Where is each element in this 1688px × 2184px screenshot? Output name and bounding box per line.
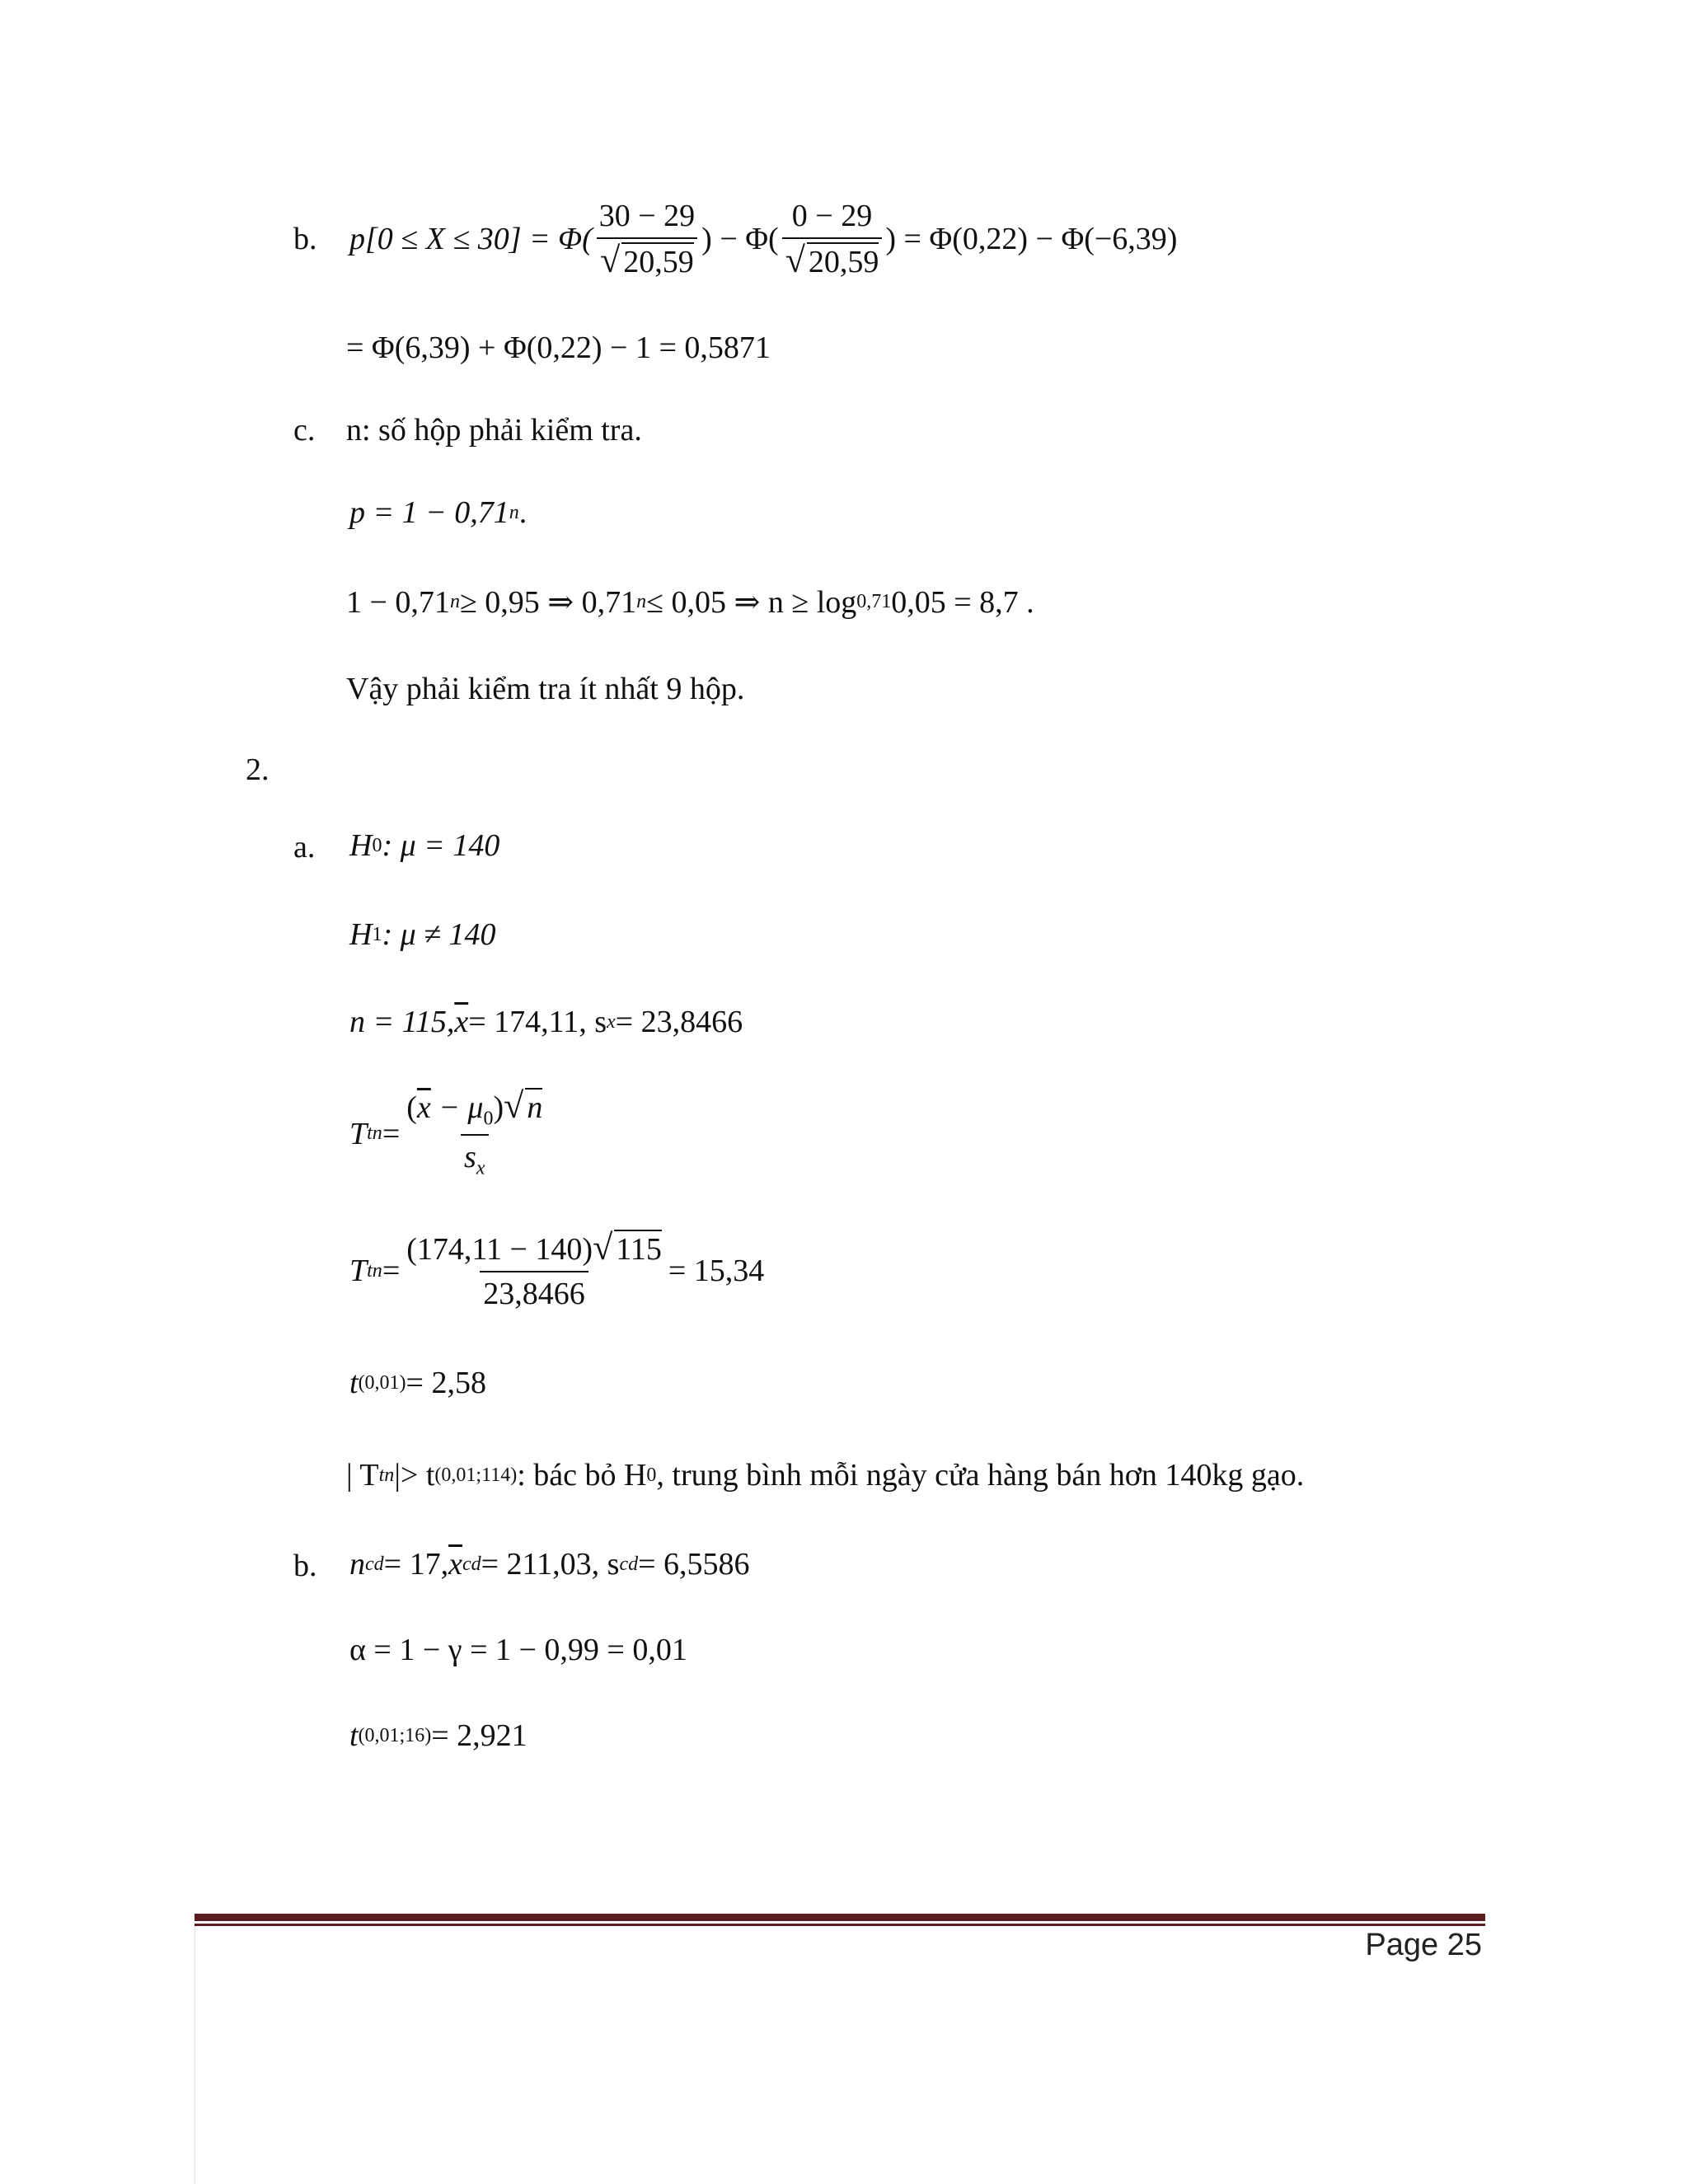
subsample-statistics: n cd = 17, $\overline{x}$ cd = 211,03, s cd = 6,5586: [349, 1547, 750, 1582]
critical-value: t (0,01) = 2,58: [349, 1366, 486, 1400]
c-equation-2: 1 − 0,71 n ≥ 0,95 ⇒ 0,71 n ≤ 0,05 ⇒ n ≥ log 0,71 0,05 = 8,7 .: [346, 584, 1034, 620]
test-statistic-calc: T tn = $\frac{(174,11 - 140)√ 115}{23,8466}$ = 15,34: [349, 1227, 765, 1311]
fraction-1-denominator: √ 20,59: [597, 237, 697, 280]
equation-rhs: ) = Φ(0,22) − Φ(−6,39): [885, 222, 1178, 256]
probability-result: = Φ(6,39) + Φ(0,22) − 1 = 0,5871: [346, 330, 771, 365]
formula-fraction: $\frac{(\overline{x} - \mu_0)√ n}{s_x}$: [406, 1085, 543, 1179]
footer-rule-thin: [195, 1924, 1485, 1926]
fraction-1: [596, 198, 698, 280]
footer-rule-thick: [195, 1914, 1485, 1921]
c-intro: n: số hộp phải kiểm tra.: [346, 413, 642, 448]
fraction-2: [782, 198, 883, 280]
question-number-2: 2.: [246, 752, 270, 787]
decision-statement: | T tn |> t (0,01;114) : bác bỏ H 0 , trung bình mỗi ngày cửa hàng bán hơn 140kg gạo.: [346, 1458, 1305, 1493]
test-statistic-formula: T tn = $\frac{(\overline{x} - \mu_0)√ n}{s_x}$: [349, 1088, 549, 1179]
critical-value-16: t (0,01;16) = 2,921: [349, 1718, 528, 1753]
probability-equation: [349, 198, 1177, 280]
item-label-b: b.: [293, 222, 317, 256]
sample-statistics: n = 115, $\overline{x}$ = 174,11, s x = 23,8466: [349, 1005, 743, 1039]
alternative-hypothesis: H 1 : μ ≠ 140: [349, 917, 496, 952]
item-label-c: c.: [293, 413, 316, 448]
item-label-2b: b.: [293, 1549, 317, 1583]
calc-fraction: $\frac{(174,11 - 140)√ 115}{23,8466}$: [406, 1227, 662, 1311]
fraction-2-numerator: 0 − 29: [791, 199, 873, 233]
fraction-1-numerator: 30 − 29: [598, 199, 696, 233]
null-hypothesis: H 0 : μ = 140: [349, 828, 500, 863]
page-number: Page 25: [1365, 1928, 1482, 1962]
equation-mid: ) − Φ(: [701, 222, 779, 256]
significance-level: α = 1 − γ = 1 − 0,99 = 0,01: [349, 1633, 687, 1667]
item-label-2a: a.: [293, 830, 316, 865]
c-equation-1: p = 1 − 0,71 n .: [349, 495, 528, 530]
fraction-2-denominator: √ 20,59: [782, 237, 883, 280]
c-conclusion: Vậy phải kiểm tra ít nhất 9 hộp.: [346, 672, 745, 706]
equation-lhs: p[0 ≤ X ≤ 30] = Φ(: [349, 222, 593, 256]
